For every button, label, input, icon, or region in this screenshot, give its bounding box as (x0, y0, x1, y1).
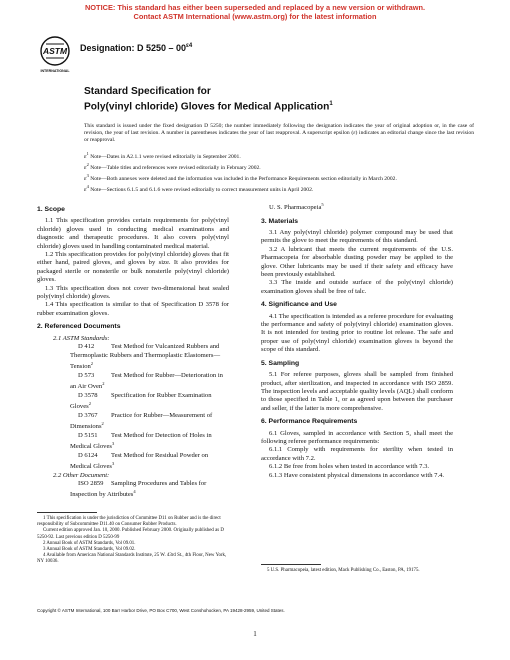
logo-subtext: INTERNATIONAL (40, 69, 70, 73)
subsection-astm-standards: 2.1 ASTM Standards: (53, 334, 110, 342)
paragraph: 6.1.1 Comply with requirements for sterility when tested in accordance with 7.2. (261, 446, 453, 462)
reference-item: D 573 Test Method for Rubber—Deterioration in an Air Oven$^2$ (70, 371, 223, 391)
reference-item: D 412 Test Method for Vulcanized Rubbers and Thermoplastic Rubbers and Thermoplastic Elastomers—Tension$^2$ (70, 343, 221, 371)
title-line-2: Poly(vinyl chloride) Gloves for Medical Application (84, 101, 330, 113)
page-number: 1 (253, 630, 257, 638)
paragraph: 1.1 This specification provides certain requirements for poly(vinyl chloride) gloves used in conducting medical examinations and diagnostic and therapeutic procedures. It also covers poly(vinyl chloride) gloves used in handling contaminated medical material. (37, 217, 229, 250)
reference-item: D 6124 Test Method for Residual Powder on Medical Gloves$^3$ (70, 451, 209, 471)
paragraph: 3.2 A lubricant that meets the current requirements of the U.S. Pharmacopeia for absorbable dusting powder may be applied to the glove. Other lubricants may be used if their safety and efficacy have been previously established. (261, 245, 453, 279)
footnote-rule-left (37, 512, 97, 513)
footnote: 3 Annual Book of ASTM Standards, Vol 09.02. (43, 547, 136, 553)
footnote: 1 This specification is under the jurisdiction of Committee D11 on Rubber and is the direct responsibility of Subcommittee D11.40 on Consumer Rubber Products. (37, 516, 221, 528)
reference-item: D 5151 Test Method for Detection of Holes in Medical Gloves$^3$ (70, 431, 212, 451)
notice-line-2: Contact ASTM International (www.astm.org) for the latest information (133, 12, 377, 21)
paragraph: 5.1 For referee purposes, gloves shall be sampled from finished product, after sterilization, and inspected in accordance with ISO 2859. The inspection levels and acceptable quality levels (AQL) shall conform to those specified in Table 1, or as agreed upon between the purchaser and seller, if the latter is more comprehensive. (261, 371, 453, 412)
right-column (261, 201, 453, 480)
document-title (84, 86, 484, 113)
paragraph: 4.1 The specification is intended as a referee procedure for evaluating the performance and safety of poly(vinyl chloride) examination gloves. It is not intended for testing prior to routine lot release. The safe and proper use of poly(vinyl chloride) examination gloves is beyond the scope of this standard. (261, 312, 453, 354)
editorial-note: $\varepsilon^4$ Note—Sections 6.1.5 and 6.1.6 were revised editorially to correct measurement units in April 2002. (84, 183, 314, 193)
paragraph: 1.4 This specification is similar to that of Specification D 3578 for rubber examination gloves. (37, 301, 229, 317)
subsection-other-document: 2.2 Other Document: (53, 471, 110, 479)
paragraph: 1.2 This specification provides for poly(vinyl chloride) gloves that fit either hand, paired gloves, and gloves by size. It also provides for packaged sterile or nonsterile or bulk nonsterile poly(vinyl chloride) gloves. (37, 251, 229, 284)
section-heading-sampling: 5. Sampling (261, 359, 300, 367)
left-column (37, 201, 229, 500)
reference-item: ISO 2859 Sampling Procedures and Tables for Inspection by Attributes$^4$ (70, 479, 207, 499)
editorial-note: $\varepsilon^3$ Note—Both annexes were deleted and the information was included in the Performance Requirements section editorially in March 2002. (84, 172, 397, 182)
designation (80, 43, 192, 53)
editorial-note: $\varepsilon^1$ Note—Dates in A2.1.1 were revised editorially in September 2001. (84, 151, 241, 160)
footnote-right (261, 568, 453, 574)
paragraph: 3.3 The inside and outside surface of the poly(vinyl chloride) examination gloves shall be free of talc. (261, 279, 453, 295)
withdrawal-notice (0, 3, 510, 21)
paragraph: 6.1.2 Be free from holes when tested in accordance with 7.3. (269, 463, 430, 471)
usp-reference: U. S. Pharmacopeia$^5$ (269, 202, 324, 212)
reference-item: D 3578 Specification for Rubber Examination Gloves$^2$ (70, 391, 212, 411)
astm-logo-icon (38, 35, 72, 75)
editorial-notes (84, 150, 474, 193)
footnote: Current edition approved Jan. 10, 2000. Published February 2000. Originally published as D 5250-92. Last previous edition D 5250-99 (37, 528, 224, 540)
copyright-line: Copyright © ASTM International, 100 Barr Harbor Drive, PO Box C700, West Conshohocken, PA 19428-2959, United States. (37, 608, 285, 613)
reference-item: D 3767 Practice for Rubber—Measurement of Dimensions$^2$ (70, 411, 213, 431)
footnote: 5 U.S. Pharmacopeia, latest edition, Mack Publishing Co., Easton, PA, 19175. (267, 568, 420, 573)
issuance-statement: This standard is issued under the fixed designation D 5250; the number immediately following the designation indicates the year of original adoption or, in the case of revision, the year of last revision. A number in parentheses indicates the year of last reapproval. A superscript epsilon (ε) indicates an editorial change since the last revision or reapproval. (84, 123, 474, 143)
section-heading-scope: 1. Scope (37, 206, 65, 213)
footnotes-left (37, 516, 229, 566)
designation-epsilon: ε4 (186, 43, 193, 49)
title-line-1: Standard Specification for (84, 86, 211, 97)
section-heading-significance: 4. Significance and Use (261, 301, 337, 309)
footnote: 2 Annual Book of ASTM Standards, Vol 09.01. (43, 540, 136, 546)
title-footnote-mark: 1 (329, 101, 333, 107)
paragraph: 6.1 Gloves, sampled in accordance with Section 5, shall meet the following referee performance requirements: (261, 429, 453, 445)
section-heading-performance: 6. Performance Requirements (261, 418, 358, 426)
footnote-rule-right (261, 564, 321, 565)
paragraph: 1.3 This specification does not cover two-dimensional heat sealed poly(vinyl chloride) gloves. (37, 284, 229, 301)
editorial-note: $\varepsilon^2$ Note—Table titles and references were revised editorially in February 2002. (84, 161, 261, 171)
section-heading-referenced-documents: 2. Referenced Documents (37, 323, 121, 331)
paragraph: 6.1.3 Have consistent physical dimensions in accordance with 7.4. (269, 471, 445, 479)
section-heading-materials: 3. Materials (261, 217, 299, 225)
notice-line-1: NOTICE: This standard has either been superseded and replaced by a new version or withdrawn. (84, 3, 426, 12)
footnote: 4 Available from American National Standards Institute, 25 W. 43rd St., 4th Floor, New York, NY 10036. (37, 553, 227, 565)
designation-label: Designation: D 5250 – 00 (80, 43, 187, 53)
paragraph: 3.1 Any poly(vinyl chloride) polymer compound may be used that permits the glove to meet the requirements of this standard. (261, 229, 453, 245)
logo-letters: ASTM (42, 46, 68, 56)
